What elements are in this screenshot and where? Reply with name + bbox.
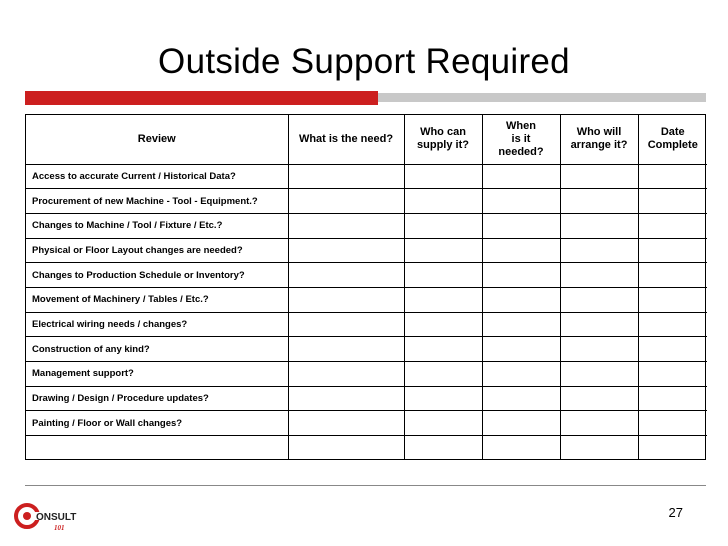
who-supply-cell bbox=[404, 263, 482, 288]
title-underline-gray bbox=[378, 93, 706, 102]
who-supply-cell bbox=[404, 287, 482, 312]
consult-101-logo bbox=[14, 500, 78, 534]
who-arrange-cell bbox=[560, 312, 638, 337]
date-complete-cell bbox=[638, 263, 707, 288]
review-item-label: Movement of Machinery / Tables / Etc.? bbox=[26, 287, 288, 312]
who-supply-cell bbox=[404, 238, 482, 263]
when-cell bbox=[482, 164, 560, 189]
who-arrange-cell bbox=[560, 362, 638, 387]
review-item-label: Physical or Floor Layout changes are needed? bbox=[26, 238, 288, 263]
who-arrange-cell bbox=[560, 238, 638, 263]
need-cell bbox=[288, 287, 404, 312]
header-when: When is it needed? bbox=[482, 115, 560, 164]
who-supply-cell bbox=[404, 164, 482, 189]
need-cell bbox=[288, 312, 404, 337]
header-need: What is the need? bbox=[288, 115, 404, 164]
need-cell bbox=[288, 189, 404, 214]
table-row bbox=[26, 312, 707, 337]
review-item-label: Access to accurate Current / Historical Data? bbox=[26, 164, 288, 189]
need-cell bbox=[288, 436, 404, 461]
need-cell bbox=[288, 362, 404, 387]
date-complete-cell bbox=[638, 213, 707, 238]
table-row bbox=[26, 337, 707, 362]
title-underline-red bbox=[25, 91, 378, 105]
need-cell bbox=[288, 263, 404, 288]
support-table-container bbox=[25, 114, 706, 460]
date-complete-cell bbox=[638, 411, 707, 436]
review-item-label: Construction of any kind? bbox=[26, 337, 288, 362]
table-row bbox=[26, 189, 707, 214]
logo-subtext: 101 bbox=[54, 524, 65, 532]
review-item-label: Procurement of new Machine - Tool - Equipment.? bbox=[26, 189, 288, 214]
review-item-label: Changes to Machine / Tool / Fixture / Etc.? bbox=[26, 213, 288, 238]
review-item-label: Drawing / Design / Procedure updates? bbox=[26, 386, 288, 411]
date-complete-cell bbox=[638, 238, 707, 263]
when-cell bbox=[482, 411, 560, 436]
date-complete-cell bbox=[638, 189, 707, 214]
who-arrange-cell bbox=[560, 164, 638, 189]
who-arrange-cell bbox=[560, 263, 638, 288]
need-cell bbox=[288, 213, 404, 238]
table-row bbox=[26, 411, 707, 436]
table-row bbox=[26, 238, 707, 263]
when-cell bbox=[482, 189, 560, 214]
when-cell bbox=[482, 386, 560, 411]
review-item-label: Management support? bbox=[26, 362, 288, 387]
when-cell bbox=[482, 312, 560, 337]
who-arrange-cell bbox=[560, 189, 638, 214]
who-arrange-cell bbox=[560, 213, 638, 238]
who-supply-cell bbox=[404, 386, 482, 411]
who-supply-cell bbox=[404, 312, 482, 337]
who-supply-cell bbox=[404, 411, 482, 436]
who-supply-cell bbox=[404, 337, 482, 362]
who-supply-cell bbox=[404, 362, 482, 387]
table-row bbox=[26, 436, 707, 461]
table-row bbox=[26, 263, 707, 288]
who-supply-cell bbox=[404, 213, 482, 238]
header-who-arrange: Who will arrange it? bbox=[560, 115, 638, 164]
date-complete-cell bbox=[638, 386, 707, 411]
when-cell bbox=[482, 213, 560, 238]
support-table bbox=[26, 115, 707, 460]
who-arrange-cell bbox=[560, 386, 638, 411]
review-item-label bbox=[26, 436, 288, 461]
who-arrange-cell bbox=[560, 436, 638, 461]
table-header-row bbox=[26, 115, 707, 164]
who-arrange-cell bbox=[560, 337, 638, 362]
date-complete-cell bbox=[638, 362, 707, 387]
who-arrange-cell bbox=[560, 411, 638, 436]
who-arrange-cell bbox=[560, 287, 638, 312]
logo-text: ONSULT bbox=[36, 512, 77, 523]
when-cell bbox=[482, 436, 560, 461]
need-cell bbox=[288, 238, 404, 263]
who-supply-cell bbox=[404, 436, 482, 461]
when-cell bbox=[482, 362, 560, 387]
review-item-label: Changes to Production Schedule or Inventory? bbox=[26, 263, 288, 288]
table-row bbox=[26, 362, 707, 387]
date-complete-cell bbox=[638, 312, 707, 337]
page-number: 27 bbox=[668, 505, 683, 520]
review-item-label: Electrical wiring needs / changes? bbox=[26, 312, 288, 337]
need-cell bbox=[288, 386, 404, 411]
date-complete-cell bbox=[638, 164, 707, 189]
when-cell bbox=[482, 287, 560, 312]
table-row bbox=[26, 164, 707, 189]
header-review: Review bbox=[26, 115, 288, 164]
who-supply-cell bbox=[404, 189, 482, 214]
slide-title: Outside Support Required bbox=[158, 42, 570, 81]
date-complete-cell bbox=[638, 337, 707, 362]
date-complete-cell bbox=[638, 436, 707, 461]
table-row bbox=[26, 287, 707, 312]
when-cell bbox=[482, 238, 560, 263]
when-cell bbox=[482, 337, 560, 362]
table-body bbox=[26, 164, 707, 460]
header-date-complete: Date Complete bbox=[638, 115, 707, 164]
table-row bbox=[26, 386, 707, 411]
need-cell bbox=[288, 337, 404, 362]
review-item-label: Painting / Floor or Wall changes? bbox=[26, 411, 288, 436]
header-who-supply: Who can supply it? bbox=[404, 115, 482, 164]
table-row bbox=[26, 213, 707, 238]
date-complete-cell bbox=[638, 287, 707, 312]
footer-divider bbox=[25, 485, 706, 486]
need-cell bbox=[288, 411, 404, 436]
need-cell bbox=[288, 164, 404, 189]
when-cell bbox=[482, 263, 560, 288]
